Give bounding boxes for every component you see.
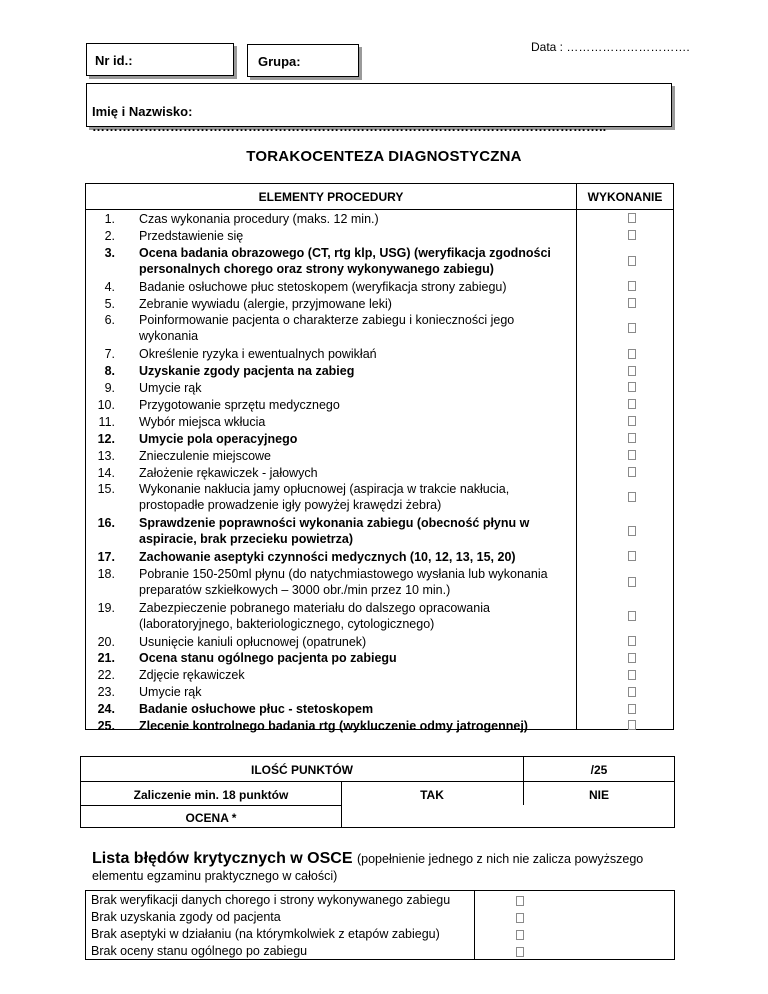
step-checkbox[interactable] (628, 670, 636, 680)
page-title: TORAKOCENTEZA DIAGNOSTYCZNA (246, 148, 522, 165)
procedure-step (86, 244, 675, 278)
critical-title-text: Lista błędów krytycznych w OSCE (92, 850, 353, 867)
nr-id-label: Nr id.: (95, 53, 133, 68)
step-checkbox[interactable] (628, 467, 636, 477)
step-checkbox[interactable] (628, 230, 636, 240)
procedure-step (86, 227, 675, 244)
procedure-table (85, 183, 674, 733)
nr-id-field[interactable] (86, 43, 234, 76)
procedure-step (86, 447, 675, 464)
step-checkbox[interactable] (628, 704, 636, 714)
step-number: 10. (97, 397, 115, 412)
column-header-elements: ELEMENTY PROCEDURY (258, 190, 404, 204)
step-checkbox[interactable] (628, 256, 636, 266)
points-label: ILOŚĆ PUNKTÓW (251, 763, 353, 777)
step-number: 8. (104, 364, 115, 379)
step-text: Umycie pola operacyjnego (139, 431, 298, 446)
procedure-step (86, 430, 675, 447)
step-checkbox[interactable] (628, 433, 636, 443)
step-number: 12. (97, 431, 115, 446)
procedure-step (86, 599, 675, 633)
step-text: Sprawdzenie poprawności wykonania zabiegu (obecność płynu w aspiracie, brak przecieku powietrza) (139, 516, 530, 547)
step-text: Zdjęcie rękawiczek (139, 668, 245, 683)
step-checkbox[interactable] (628, 399, 636, 409)
step-text: Poinformowanie pacjenta o charakterze zabiegu i konieczności jego wykonania (139, 313, 515, 344)
step-number: 23. (97, 685, 115, 700)
step-number: 21. (97, 651, 115, 666)
procedure-step (86, 717, 675, 734)
procedure-step (86, 210, 675, 227)
step-checkbox[interactable] (628, 636, 636, 646)
step-number: 14. (97, 465, 115, 480)
procedure-step (86, 311, 675, 345)
step-text: Badanie osłuchowe płuc stetoskopem (weryfikacja strony zabiegu) (139, 279, 507, 294)
step-number: 11. (98, 414, 115, 429)
procedure-step (86, 345, 675, 362)
procedure-step (86, 362, 675, 379)
step-text: Usunięcie kaniuli opłucnowej (opatrunek) (139, 634, 367, 649)
grupa-field[interactable] (247, 44, 359, 77)
grade-label: OCENA * (185, 811, 237, 825)
column-header-done: WYKONANIE (587, 190, 663, 204)
step-checkbox[interactable] (628, 281, 636, 291)
procedure-step (86, 683, 675, 700)
step-number: 17. (97, 550, 115, 564)
procedure-step (86, 666, 675, 683)
procedure-step (86, 480, 675, 514)
step-text: Przedstawienie się (139, 228, 244, 243)
step-number: 18. (97, 566, 115, 581)
step-checkbox[interactable] (628, 720, 636, 730)
step-text: Pobranie 150-250ml płynu (do natychmiastowego wysłania lub wykonania preparatów szkiełkowych – 3000 obr./min przez 10 min.) (139, 566, 548, 597)
column-divider (474, 891, 475, 959)
grupa-label: Grupa: (258, 54, 301, 69)
critical-error-checkbox[interactable] (516, 913, 524, 923)
procedure-step (86, 649, 675, 666)
step-number: 4. (104, 279, 115, 294)
step-text: Wykonanie nakłucia jamy opłucnowej (aspiracja w trakcie nakłucia, prostopadłe prowadzenie igły powyżej krawędzi żebra) (139, 482, 510, 513)
critical-error-checkbox[interactable] (516, 930, 524, 940)
step-text: Zachowanie aseptyki czynności medycznych (10, 12, 13, 15, 20) (139, 550, 516, 564)
name-field[interactable] (86, 83, 672, 134)
procedure-step (86, 295, 675, 312)
name-label: Imię i Nazwisko: ……………………………………………………………………………………………………….. (92, 104, 607, 134)
step-number: 7. (104, 347, 115, 362)
step-number: 3. (104, 245, 115, 260)
step-checkbox[interactable] (628, 213, 636, 223)
procedure-step (86, 464, 675, 481)
step-checkbox[interactable] (628, 526, 636, 536)
step-checkbox[interactable] (628, 323, 636, 333)
points-max: /25 (590, 763, 608, 777)
step-text: Przygotowanie sprzętu medycznego (139, 397, 340, 412)
step-checkbox[interactable] (628, 611, 636, 621)
step-text: Czas wykonania procedury (maks. 12 min.) (139, 212, 379, 226)
critical-error-item: Brak uzyskania zgody od pacjenta (91, 910, 281, 924)
step-checkbox[interactable] (628, 450, 636, 460)
pass-yes[interactable]: TAK (420, 788, 444, 802)
step-text: Ocena stanu ogólnego pacjenta po zabiegu (139, 651, 397, 666)
step-number: 16. (97, 516, 115, 531)
step-checkbox[interactable] (628, 366, 636, 376)
date-field[interactable]: Data : …………………………. (531, 40, 690, 54)
step-text: Umycie rąk (139, 381, 202, 395)
procedure-step (86, 278, 675, 295)
procedure-step (86, 633, 675, 650)
step-text: Wybór miejsca wkłucia (139, 414, 266, 429)
step-checkbox[interactable] (628, 298, 636, 308)
step-checkbox[interactable] (628, 577, 636, 587)
step-checkbox[interactable] (628, 416, 636, 426)
procedure-step (86, 565, 675, 599)
step-text: Określenie ryzyka i ewentualnych powikłań (139, 347, 377, 362)
step-text: Założenie rękawiczek - jałowych (139, 465, 318, 480)
step-number: 13. (97, 448, 115, 463)
step-checkbox[interactable] (628, 653, 636, 663)
step-checkbox[interactable] (628, 382, 636, 392)
procedure-step (86, 514, 675, 548)
step-text: Zebranie wywiadu (alergie, przyjmowane leki) (139, 296, 392, 311)
step-number: 22. (97, 668, 115, 683)
step-text: Znieczulenie miejscowe (139, 448, 272, 463)
critical-error-item: Brak aseptyki w działaniu (na którymkolwiek z etapów zabiegu) (91, 927, 440, 941)
step-number: 9. (104, 381, 115, 395)
procedure-step (86, 700, 675, 717)
step-checkbox[interactable] (628, 551, 636, 561)
step-text: Zabezpieczenie pobranego materiału do dalszego opracowania (laboratoryjnego, bakteriologicznego, cytologicznego) (139, 600, 490, 631)
step-number: 2. (104, 228, 115, 243)
step-number: 5. (104, 296, 115, 311)
critical-error-item: Brak oceny stanu ogólnego po zabiegu (91, 944, 308, 958)
procedure-step (86, 413, 675, 430)
step-number: 15. (97, 482, 115, 497)
step-number: 6. (104, 313, 115, 328)
critical-note: (popełnienie jednego z nich nie zalicza powyższego (356, 852, 644, 866)
step-text: Uzyskanie zgody pacjenta na zabieg (139, 364, 355, 379)
step-text: Zlecenie kontrolnego badania rtg (wykluczenie odmy jatrogennej) (139, 719, 528, 733)
critical-error-item: Brak weryfikacji danych chorego i strony wykonywanego zabiegu (91, 893, 451, 907)
procedure-step (86, 379, 675, 396)
step-checkbox[interactable] (628, 687, 636, 697)
procedure-step (86, 396, 675, 413)
critical-errors-title (92, 850, 643, 868)
step-checkbox[interactable] (628, 349, 636, 359)
step-number: 25. (97, 719, 115, 733)
points-table (80, 756, 675, 828)
step-text: Umycie rąk (139, 685, 202, 700)
pass-no[interactable]: NIE (588, 788, 609, 802)
critical-note-continued: elementu egzaminu praktycznego w całości) (92, 869, 338, 883)
step-number: 1. (104, 212, 115, 226)
row-divider (81, 805, 341, 806)
row-divider (81, 781, 674, 782)
critical-error-checkbox[interactable] (516, 947, 524, 957)
pass-threshold: Zaliczenie min. 18 punktów (133, 788, 289, 802)
step-checkbox[interactable] (628, 492, 636, 502)
step-number: 19. (97, 600, 115, 615)
step-text: Ocena badania obrazowego (CT, rtg klp, USG) (weryfikacja zgodności personalnych chorego oraz strony wykonywanego zabiegu) (139, 245, 551, 276)
step-number: 24. (97, 702, 115, 717)
critical-error-checkbox[interactable] (516, 896, 524, 906)
procedure-step (86, 548, 675, 565)
step-text: Badanie osłuchowe płuc - stetoskopem (139, 702, 374, 717)
critical-errors-table (85, 890, 675, 960)
step-number: 20. (97, 634, 115, 649)
